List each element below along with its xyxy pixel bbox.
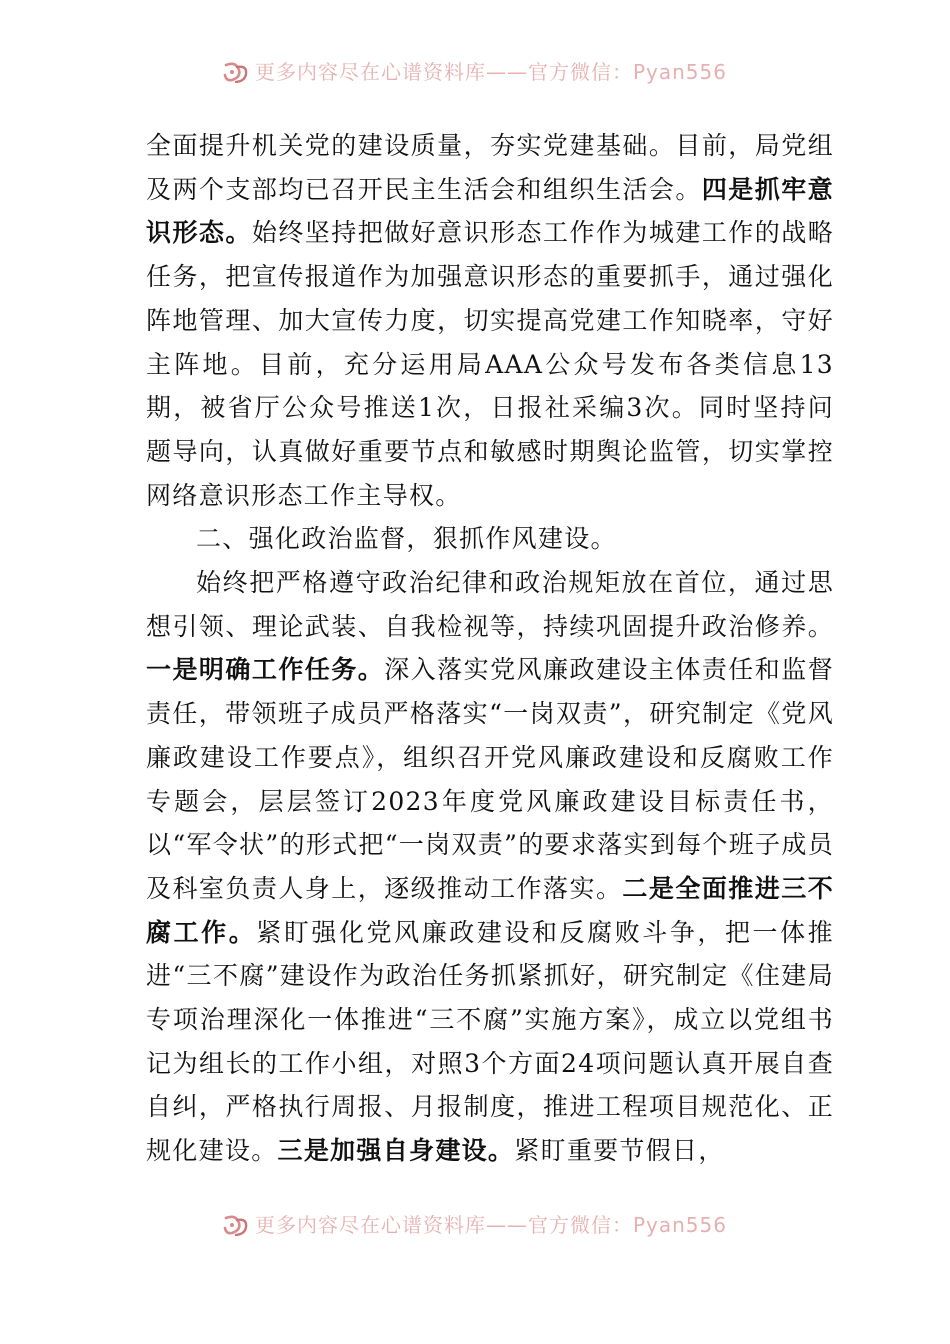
watermark-footer [0, 1203, 950, 1243]
paragraph [146, 517, 834, 561]
watermark-text: 更多内容尽在心谱资料库——官方微信：Pyan556 [254, 1212, 727, 1237]
text-segment: 始终坚持把做好意识形态工作作为城建工作的战略任务，把宣传报道作为加强意识形态的重要抓手，通过强化阵地管理、加大宣传力度，切实提高党建工作知晓率，守好主阵地。目前，充分运用局AAA公众号发布各类信息13期，被省厅公众号推送1次，日报社采编3次。同时坚持问题导向，认真做好重要节点和敏感时期舆论监管，切实掌控网络意识形态工作主导权。 [146, 218, 834, 510]
text-segment: 深入落实党风廉政建设主体责任和监督责任，带领班子成员严格落实“一岗双责”，研究制定《党风廉政建设工作要点》，组织召开党风廉政建设和反腐败工作专题会，层层签订2023年度党风廉政建设目标责任书，以“军令状”的形式把“一岗双责”的要求落实到每个班子成员及科室负责人身上，逐级推动工作落实。 [146, 655, 835, 903]
text-segment: 二、强化政治监督，狠抓作风建设。 [196, 524, 617, 554]
bold-heading: 三是加强自身建设。 [277, 1136, 515, 1166]
watermark-header [0, 50, 950, 90]
brand-logo-icon [223, 61, 249, 83]
paragraph [146, 561, 834, 1173]
paragraph [146, 124, 834, 517]
watermark-text: 更多内容尽在心谱资料库——官方微信：Pyan556 [254, 59, 727, 84]
bold-heading: 四是抓牢意识形态。 [146, 174, 834, 248]
text-segment: 紧盯强化党风廉政建设和反腐败斗争，把一体推进“三不腐”建设作为政治任务抓紧抓好，研究制定《住建局专项治理深化一体推进“三不腐”实施方案》，成立以党组书记为组长的工作小组，对照3个方面24项问题认真开展自查自纠，严格执行周报、月报制度，推进工程项目规范化、正规化建设。 [146, 917, 834, 1166]
bold-heading: 二是全面推进三不腐工作。 [146, 873, 834, 947]
brand-logo-icon [223, 1214, 249, 1236]
document-body [146, 124, 834, 1173]
text-segment: 紧盯重要节假日， [514, 1136, 725, 1166]
text-segment: 全面提升机关党的建设质量，夯实党建基础。目前，局党组及两个支部均已召开民主生活会和组织生活会。 [146, 131, 834, 204]
bold-heading: 一是明确工作任务。 [146, 655, 385, 685]
text-segment: 始终把严格遵守政治纪律和政治规矩放在首位，通过思想引领、理论武装、自我检视等，持续巩固提升政治修养。 [146, 568, 834, 641]
